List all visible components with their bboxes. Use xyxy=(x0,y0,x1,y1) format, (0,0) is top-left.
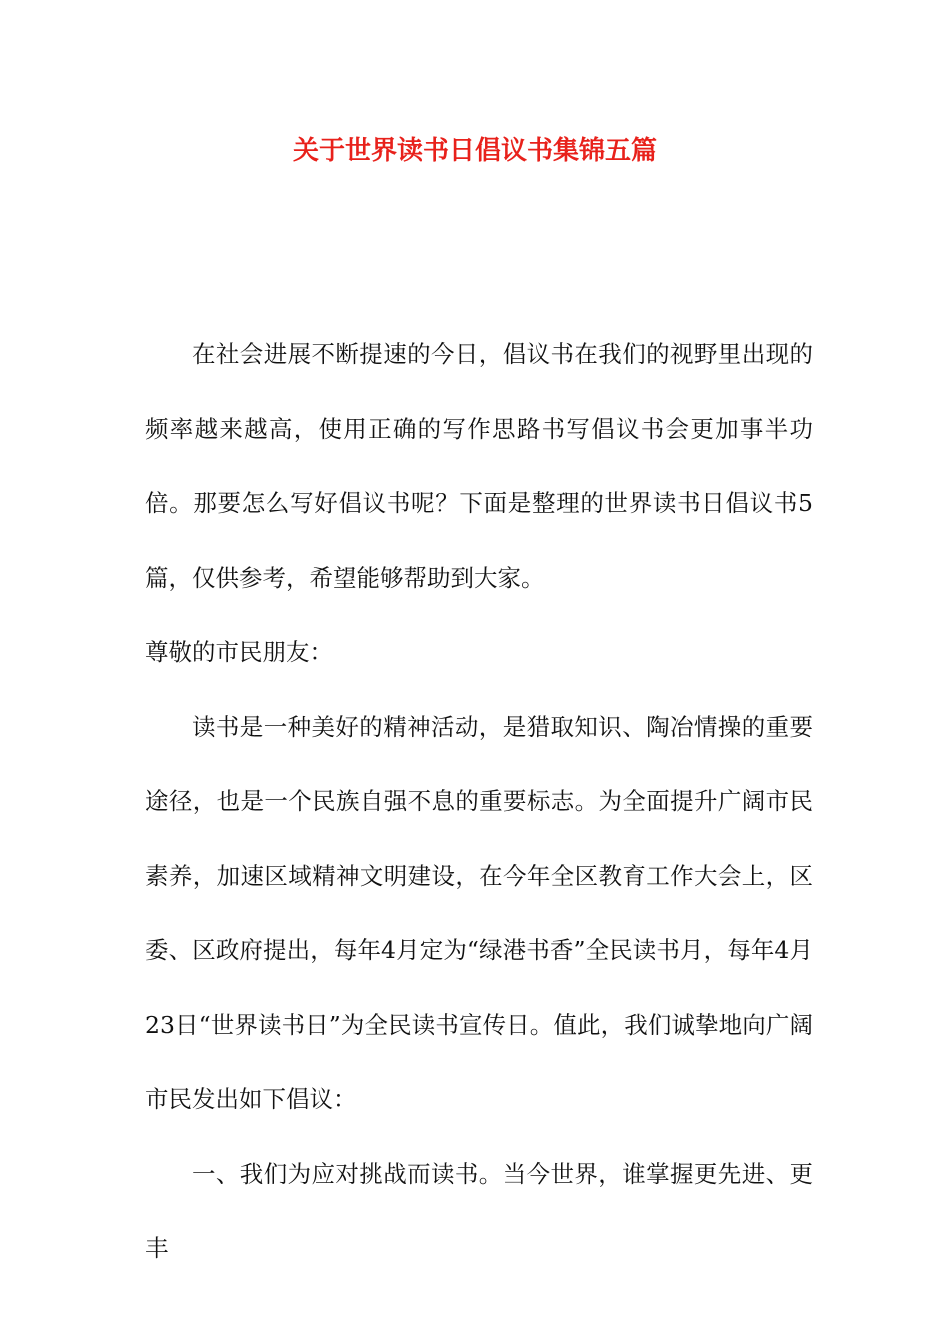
document-title: 关于世界读书日倡议书集锦五篇 xyxy=(292,136,657,166)
paragraph-salutation: 尊敬的市民朋友： xyxy=(145,638,333,666)
document-body xyxy=(145,317,813,1286)
paragraph-item-1: 一、我们为应对挑战而读书。当今世界，谁掌握更先进、更丰 xyxy=(145,1159,813,1262)
paragraph-intro: 在社会进展不断提速的今日，倡议书在我们的视野里出现的频率越来越高，使用正确的写作思路书写倡议书会更加事半功倍。那要怎么写好倡议书呢？下面是整理的世界读书日倡议书5篇，仅供参考，希望能够帮助到大家。 xyxy=(145,340,813,592)
paragraph-body-1: 读书是一种美好的精神活动，是猎取知识、陶冶情操的重要途径，也是一个民族自强不息的重要标志。为全面提升广阔市民素养，加速区域精神文明建设，在今年全区教育工作大会上，区委、区政府提出，每年4月定为“绿港书香”全民读书月，每年4月23日“世界读书日”为全民读书宣传日。值此，我们诚挚地向广阔市民发出如下倡议： xyxy=(145,712,813,1113)
